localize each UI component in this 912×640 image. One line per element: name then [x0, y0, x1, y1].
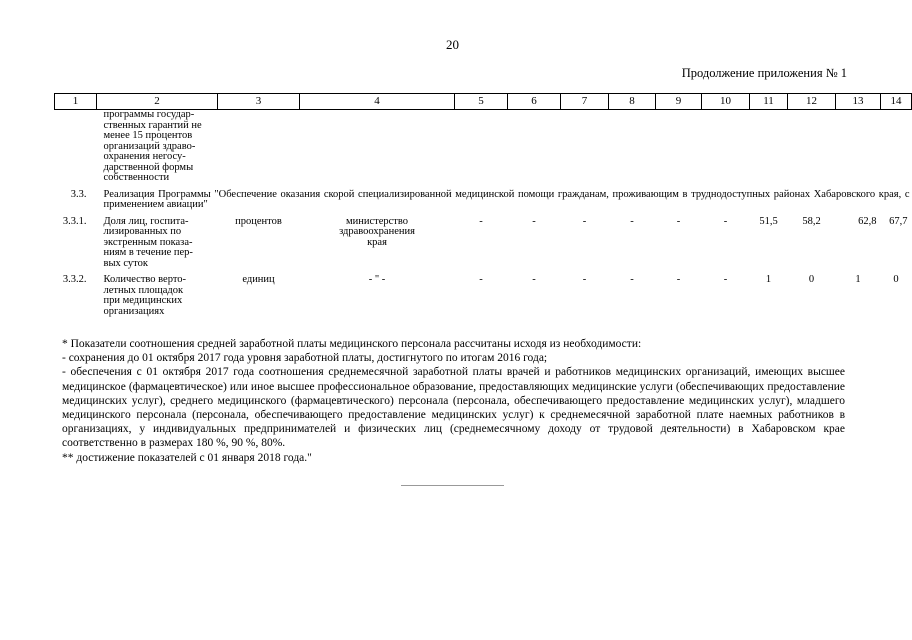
row-value: 67,7 — [889, 215, 908, 227]
col-header: 5 — [455, 94, 508, 110]
row-value: 1 — [765, 274, 772, 285]
col-header: 10 — [702, 94, 750, 110]
row-value: 58,2 — [802, 215, 821, 227]
row-name: Доля лиц, госпита- лизированных по экстренным показа- ниям в течение пер- вых суток — [103, 215, 193, 269]
footnotes — [62, 337, 845, 465]
col-header: 3 — [218, 94, 300, 110]
row-value: 62,8 — [858, 215, 877, 227]
row-value: - — [582, 274, 587, 285]
row-value: - — [532, 215, 536, 227]
row-responsible: - " - — [368, 274, 386, 285]
section-number: 3.3. — [70, 188, 87, 200]
row-value: - — [723, 215, 728, 227]
col-header: 9 — [656, 94, 702, 110]
continued-row — [55, 110, 912, 184]
header-row — [55, 94, 912, 110]
continuation-title: Продолжение приложения № 1 — [681, 66, 847, 80]
footnote: - сохранения до 01 октября 2017 года уровня заработной платы, достигнутого по итогам 2016 года; — [62, 352, 548, 365]
row-number: 3.3.2. — [62, 274, 87, 285]
row-value: - — [479, 274, 483, 285]
end-rule — [401, 485, 504, 486]
row-unit: единиц — [242, 274, 275, 285]
col-header: 13 — [836, 94, 881, 110]
table-row — [55, 275, 912, 317]
section-row — [55, 190, 912, 211]
footnote: - обеспечения с 01 октября 2017 года соотношения среднемесячной заработной платы врачей и работников медицинских организаций, имеющих высшее медицинское (фармацевтическое) или иное высшее профессиональное образование, предоставляющих медицинские услуги (обеспечивающих предоставление медицинских услуг), среднего медицинского (фармацевтического) персонала (персонала, обеспечивающего предоставление медицинских услуг), младшего медицинского персонала (персонала, обеспечивающего предоставление медицинских услуг) к среднемесячной заработной плате наемных работников в организациях, у индивидуальных предпринимателей и физических лиц (среднемесячному доходу от трудовой деятельности) в Хабаровском крае соответственно в размерах 180 %, 90 %, 80%. — [62, 366, 845, 450]
row-value: - — [676, 274, 681, 285]
row-value: - — [582, 215, 587, 227]
row-unit: процентов — [235, 215, 282, 227]
col-header: 8 — [609, 94, 656, 110]
col-header: 11 — [750, 94, 788, 110]
row-responsible: министерство здравоохранения края — [339, 215, 415, 248]
row-value: - — [630, 274, 634, 285]
row-value: 0 — [893, 274, 899, 285]
col-header: 2 — [97, 94, 218, 110]
footnote: ** достижение показателей с 01 января 2018 года." — [62, 451, 312, 464]
table-row — [55, 217, 912, 270]
col-header: 6 — [508, 94, 561, 110]
row-value: 0 — [808, 274, 815, 285]
row-value: - — [723, 274, 728, 285]
continued-text: программы государ- ственных гарантий не менее 15 процентов организаций здраво- охранения негосу- дарственной формы собственности — [103, 109, 202, 183]
row-value: - — [479, 215, 483, 227]
col-header: 7 — [561, 94, 609, 110]
footnote: * Показатели соотношения средней заработной платы медицинского персонала рассчитаны исходя из необходимости: — [62, 338, 642, 350]
row-number: 3.3.1. — [62, 215, 87, 227]
indicators-table — [54, 93, 912, 317]
row-value: 1 — [855, 274, 861, 285]
page-number: 20 — [446, 37, 459, 52]
row-name: Количество верто- летных площадок при медицинских организациях — [103, 274, 187, 317]
col-header: 14 — [881, 94, 912, 110]
col-header: 1 — [55, 94, 97, 110]
row-value: - — [532, 274, 536, 285]
row-value: - — [676, 215, 681, 227]
col-header: 4 — [300, 94, 455, 110]
col-header: 12 — [788, 94, 836, 110]
row-value: - — [630, 215, 634, 227]
row-value: 51,5 — [759, 215, 778, 227]
section-title: Реализация Программы "Обеспечение оказания скорой специализированной медицинской помощи гражданам, проживающим в труднодоступных районах Хабаровского края, с применением авиации" — [103, 188, 910, 210]
